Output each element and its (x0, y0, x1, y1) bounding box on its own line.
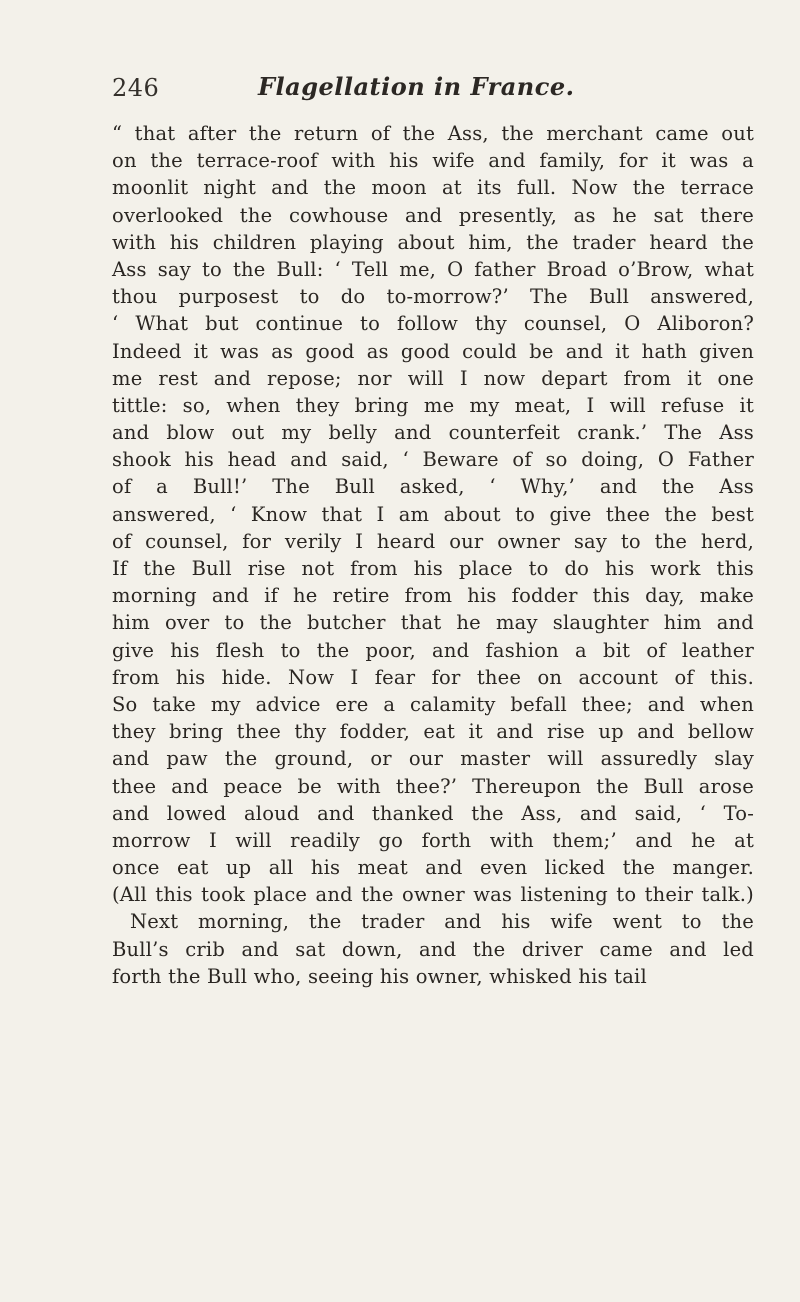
text-line: forth the Bull who, seeing his owner, whisked his tail (112, 964, 647, 988)
text-line: with his children playing about him, the trader heard the (112, 230, 754, 254)
text-line: If the Bull rise not from his place to do his work this (112, 557, 754, 580)
text-line: on the terrace-roof with his wife and family, for it was a (112, 149, 754, 173)
text-line: answered, ‘ Know that I am about to give thee the best (112, 502, 754, 526)
text-line: of a Bull!’ The Bull asked, ‘ Why,’ and the Ass (112, 475, 754, 499)
text-line: from his hide. Now I fear for thee on account of this. (112, 665, 754, 689)
text-line: him over to the butcher that he may slaughter him and (112, 611, 754, 635)
text-line: of counsel, for verily I heard our owner say to the herd, (112, 529, 754, 553)
text-line: give his flesh to the poor, and fashion a bit of leather (112, 638, 754, 662)
text-line: thee and peace be with thee?’ Thereupon the Bull arose (112, 774, 754, 798)
body-text (112, 120, 754, 990)
text-line: once eat up all his meat and even licked the manger. (112, 856, 754, 880)
text-line: and blow out my belly and counterfeit crank.’ The Ass (112, 421, 754, 445)
text-line: So take my advice ere a calamity befall thee; and when (112, 692, 754, 716)
text-line: me rest and repose; nor will I now depart from it one (112, 366, 754, 390)
text-line: and paw the ground, or our master will assuredly slay (112, 747, 754, 771)
text-line: Next morning, the trader and his wife went to the (130, 910, 754, 934)
text-line: overlooked the cowhouse and presently, as he sat there (112, 203, 754, 227)
text-line: tittle: so, when they bring me my meat, I will refuse it (112, 393, 754, 417)
text-line: and lowed aloud and thanked the Ass, and said, ‘ To- (112, 801, 754, 825)
running-title: Flagellation in France. (258, 72, 575, 101)
text-line: thou purposest to do to-morrow?’ The Bull answered, (112, 285, 754, 309)
running-head (112, 74, 748, 114)
text-line: morrow I will readily go forth with them;’ and he at (112, 828, 754, 852)
text-line: morning and if he retire from his fodder this day, make (112, 584, 754, 608)
text-line: “ that after the return of the Ass, the merchant came out (112, 122, 754, 145)
text-line: they bring thee thy fodder, eat it and rise up and bellow (112, 720, 754, 744)
text-line: shook his head and said, ‘ Beware of so doing, O Father (112, 448, 754, 472)
text-line: Indeed it was as good as good could be and it hath given (112, 339, 754, 363)
text-line: Ass say to the Bull: ‘ Tell me, O father Broad o’Brow, what (112, 257, 754, 281)
text-line: (All this took place and the owner was listening to their talk.) (112, 883, 754, 907)
text-line: ‘ What but continue to follow thy counsel, O Aliboron? (112, 312, 754, 336)
text-line: Bull’s crib and sat down, and the driver came and led (112, 937, 754, 961)
text-line: moonlit night and the moon at its full. Now the terrace (112, 176, 754, 200)
page-number: 246 (112, 74, 160, 102)
